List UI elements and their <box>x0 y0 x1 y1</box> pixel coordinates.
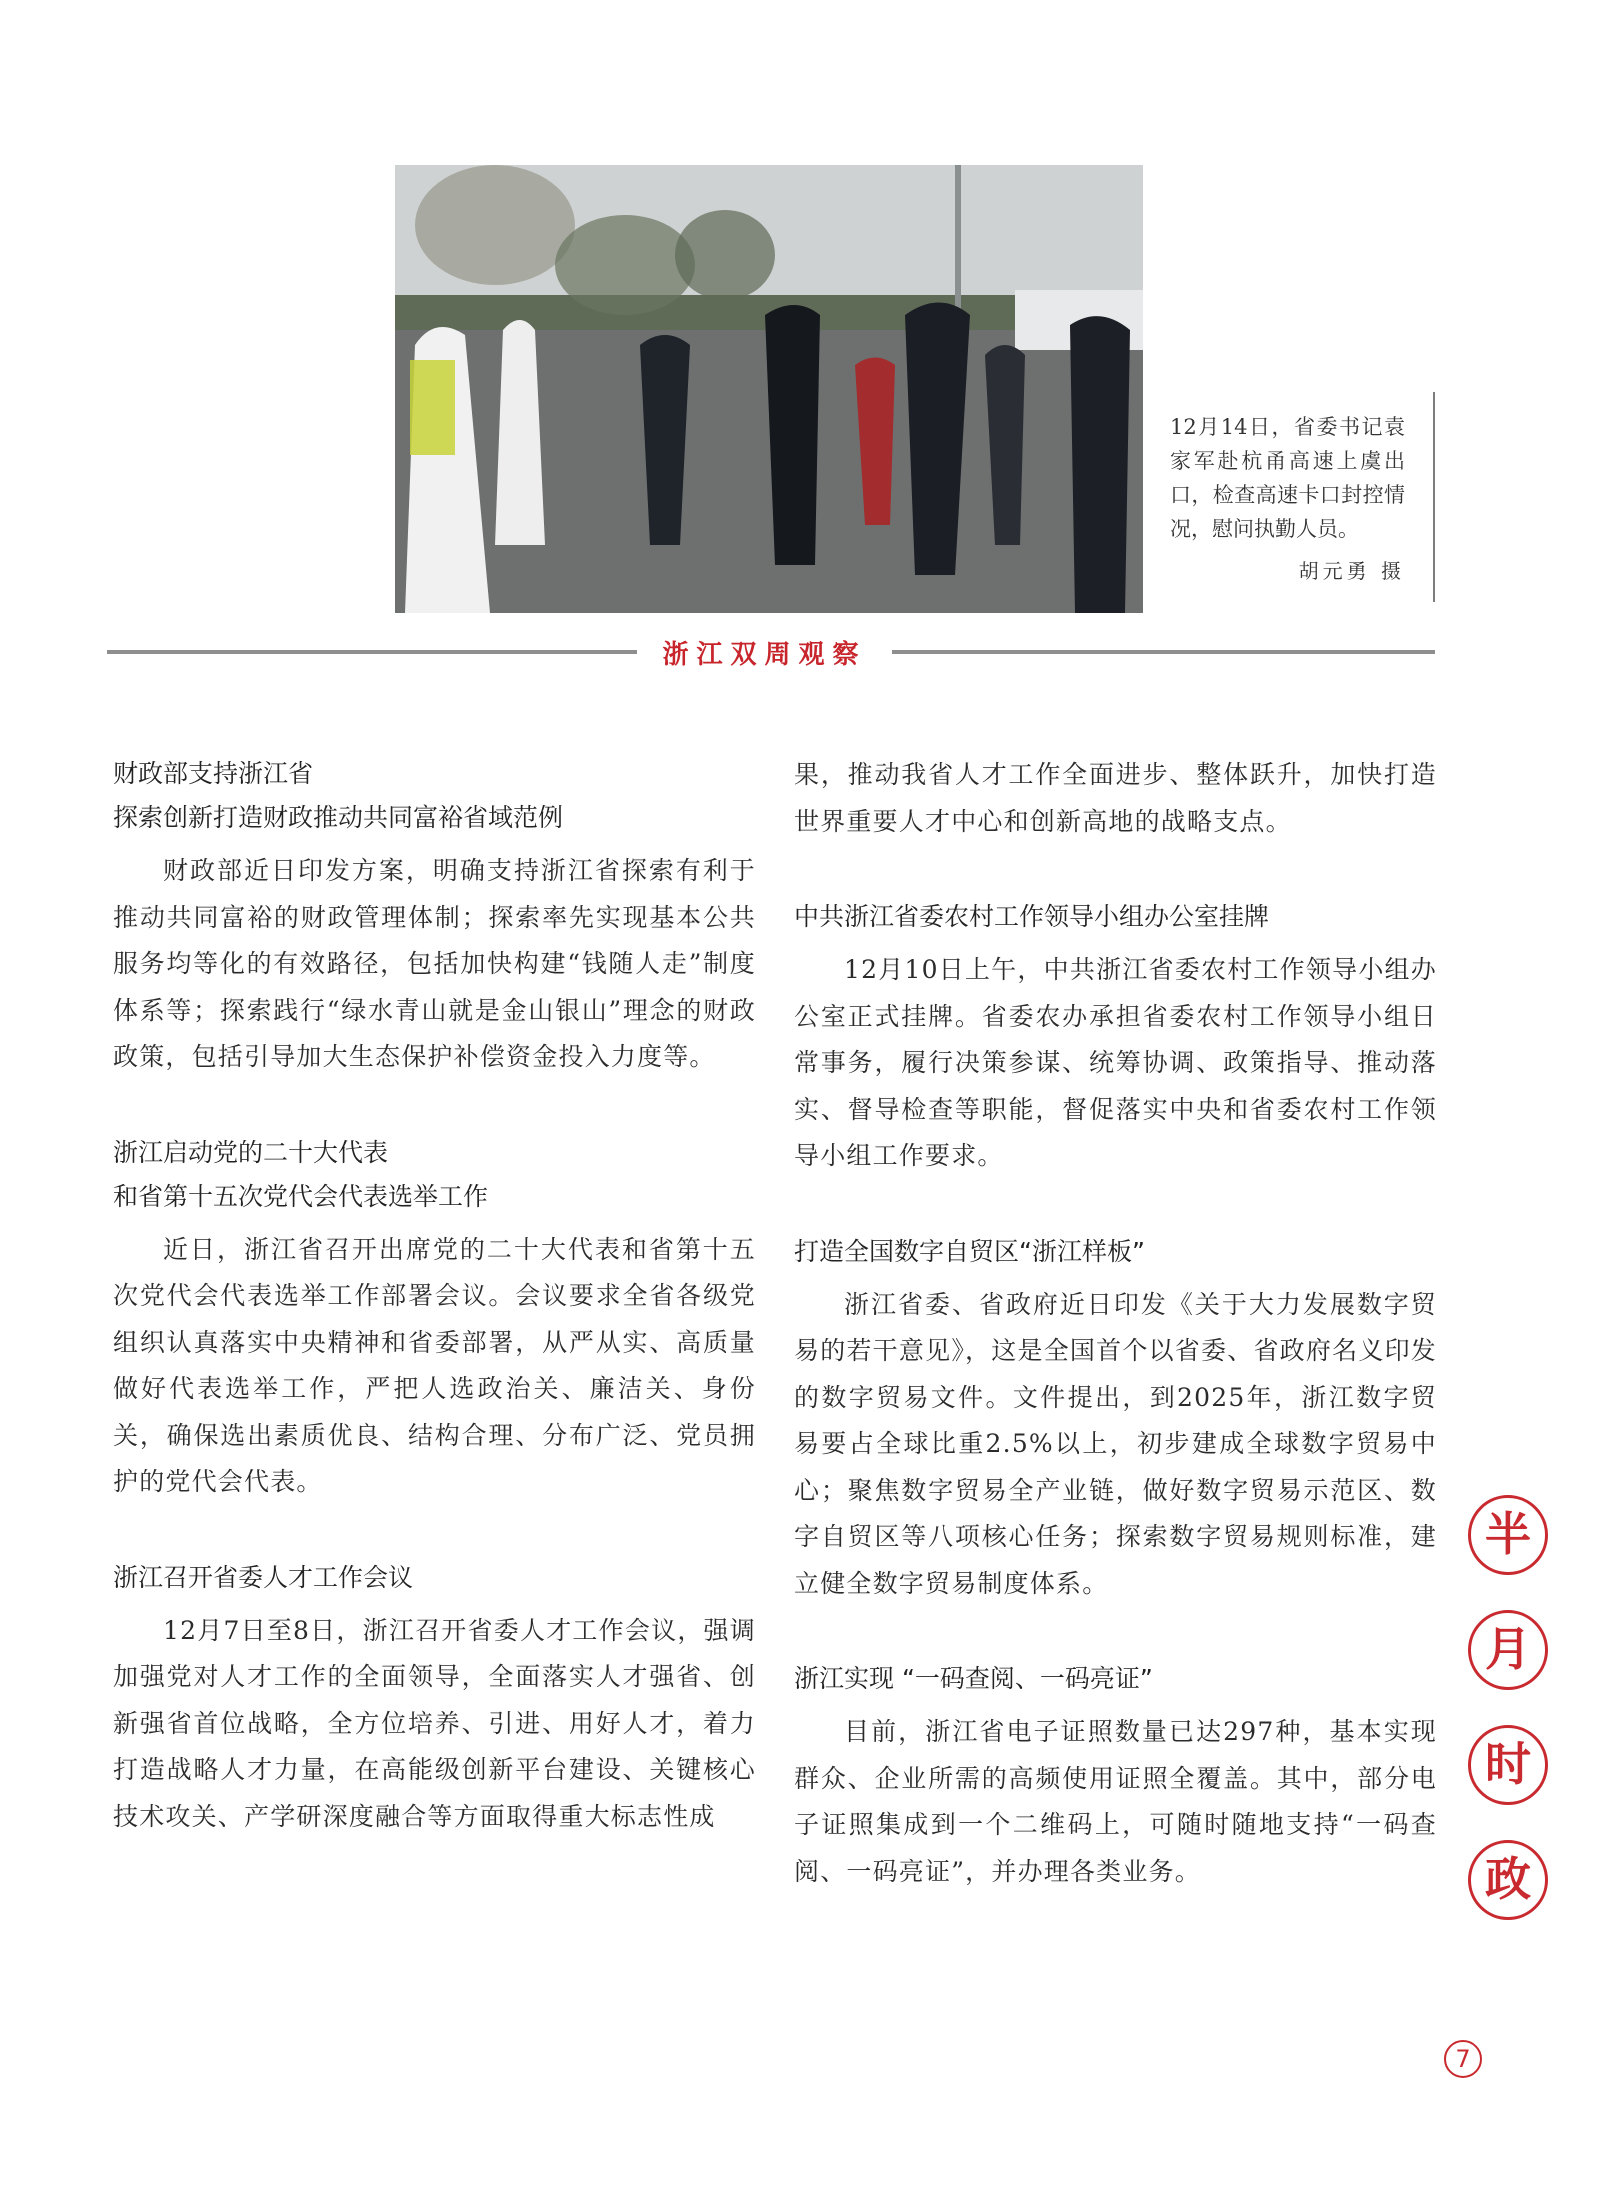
article-one-code <box>794 1657 1437 1895</box>
article-body-continuation: 果，推动我省人才工作全面进步、整体跃升，加快打造世界重要人才中心和创新高地的战略支点。 <box>794 760 1437 836</box>
article-body: 目前，浙江省电子证照数量已达297种，基本实现群众、企业所需的高频使用证照全覆盖。其中，部分电子证照集成到一个二维码上，可随时随地支持“一码查阅、一码亮证”，并办理各类业务。 <box>794 1717 1437 1886</box>
article-party-election <box>113 1131 756 1506</box>
news-photo <box>395 165 1143 613</box>
article-body: 财政部近日印发方案，明确支持浙江省探索有利于推动共同富裕的财政管理体制；探索率先实现基本公共服务均等化的有效路径，包括加快构建“钱随人走”制度体系等；探索践行“绿水青山就是金山银山”理念的财政政策，包括引导加大生态保护补偿资金投入力度等。 <box>113 856 756 1071</box>
column-badge-char: 政 <box>1468 1840 1548 1920</box>
left-column <box>113 752 756 1840</box>
article-heading: 财政部支持浙江省 <box>113 759 314 788</box>
article-heading: 浙江召开省委人才工作会议 <box>113 1562 414 1592</box>
article-rural-office <box>794 895 1437 1180</box>
page-number: 7 <box>1444 2040 1482 2078</box>
column-badge-char: 半 <box>1468 1495 1548 1575</box>
article-heading: 浙江实现 “一码查阅、一码亮证” <box>794 1664 1153 1693</box>
article-body: 12月7日至8日，浙江召开省委人才工作会议，强调加强党对人才工作的全面领导，全面落实人才强省、创新强省首位战略，全方位培养、引进、用好人才，着力打造战略人才力量，在高能级创新平台建设、关键核心技术攻关、产学研深度融合等方面取得重大标志性成 <box>113 1615 756 1831</box>
article-talent-meeting <box>113 1556 756 1841</box>
article-digital-trade <box>794 1230 1437 1608</box>
column-badge-char: 月 <box>1468 1610 1548 1690</box>
article-finance <box>113 752 756 1081</box>
section-rule-right <box>892 650 1435 654</box>
photo-illustration <box>395 165 1143 613</box>
article-heading: 打造全国数字自贸区“浙江样板” <box>794 1236 1145 1266</box>
right-column <box>794 752 1437 1895</box>
article-body: 12月10日上午，中共浙江省委农村工作领导小组办公室正式挂牌。省委农办承担省委农村工作领导小组日常事务，履行决策参谋、统筹协调、政策指导、推动落实、督导检查等职能，督促落实中央和省委农村工作领导小组工作要求。 <box>794 955 1437 1170</box>
section-title: 浙江双周观察 <box>662 640 867 670</box>
article-body: 近日，浙江省召开出席党的二十大代表和省第十五次党代会代表选举工作部署会议。会议要求全省各级党组织认真落实中央精神和省委部署，从严从实、高质量做好代表选举工作，严把人选政治关、廉洁关、身份关，确保选出素质优良、结构合理、分布广泛、党员拥护的党代会代表。 <box>113 1234 756 1496</box>
article-heading: 和省第十五次党代会代表选举工作 <box>113 1181 489 1211</box>
photo-caption: 12月14日，省委书记袁家军赴杭甬高速上虞出口，检查高速卡口封控情况，慰问执勤人员。 <box>1170 415 1405 541</box>
column-badge-char: 时 <box>1468 1725 1548 1805</box>
section-rule-left <box>107 650 637 654</box>
article-heading: 中共浙江省委农村工作领导小组办公室挂牌 <box>794 902 1270 931</box>
article-heading: 浙江启动党的二十大代表 <box>113 1137 389 1167</box>
article-heading: 探索创新打造财政推动共同富裕省域范例 <box>113 803 564 832</box>
article-body: 浙江省委、省政府近日印发《关于大力发展数字贸易的若干意见》，这是全国首个以省委、省政府名义印发的数字贸易文件。文件提出，到2025年，浙江数字贸易要占全球比重2.5%以上，初步建成全球数字贸易中心；聚焦数字贸易全产业链，做好数字贸易示范区、数字自贸区等八项核心任务；探索数字贸易规则标准，建立健全数字贸易制度体系。 <box>794 1289 1437 1598</box>
photo-credit: 胡元勇 摄 <box>1298 559 1405 583</box>
